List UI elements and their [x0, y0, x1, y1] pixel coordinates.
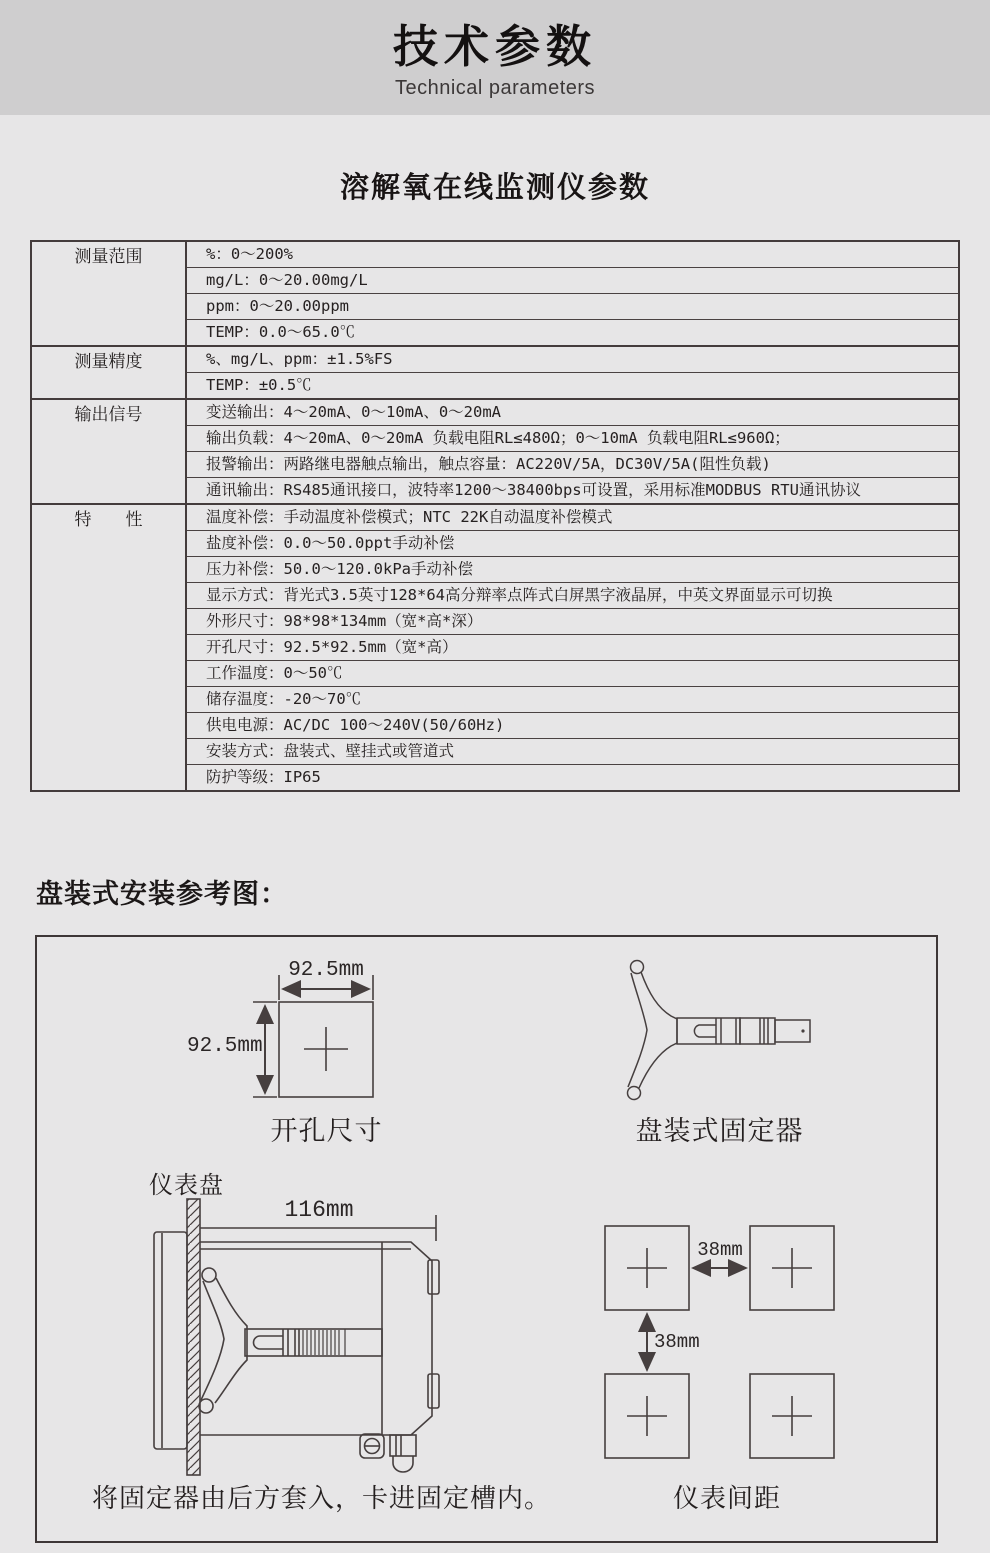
spec-group-measure-range: [32, 242, 958, 345]
section-title: 溶解氧在线监测仪参数: [339, 172, 650, 204]
cutout-caption: 开孔尺寸: [270, 1116, 383, 1146]
panel-fixer-diagram: [628, 961, 811, 1100]
spec-row: 外形尺寸：98*98*134mm（宽*高*深）: [187, 608, 958, 634]
spec-row: 盐度补偿：0.0～50.0ppt手动补偿: [187, 530, 958, 556]
mount-clip-bottom: [428, 1374, 439, 1408]
spec-group-label: 输出信号: [32, 400, 187, 503]
spec-row: 变送输出：4～20mA、0～10mA、0～20mA: [206, 403, 501, 421]
spec-row: 安装方式：盘装式、壁挂式或管道式: [187, 738, 958, 764]
spec-row: TEMP：±0.5℃: [187, 372, 958, 398]
spec-group-output-signal: [32, 398, 958, 503]
cutout-diagram: [253, 975, 373, 1097]
spec-row: 开孔尺寸：92.5*92.5mm（宽*高）: [187, 634, 958, 660]
spec-group-label: 特 性: [32, 505, 187, 790]
spec-row: 报警输出：两路继电器触点输出，触点容量：AC220V/5A，DC30V/5A(阻性负载): [187, 451, 958, 477]
v-spacing-label: 38mm: [654, 1331, 700, 1353]
spec-table: [30, 240, 960, 792]
spec-group-label: 测量精度: [32, 347, 187, 398]
spec-row: TEMP：0.0～65.0℃: [187, 319, 958, 345]
spec-row: 储存温度：-20～70℃: [187, 686, 958, 712]
h-spacing-label: 38mm: [697, 1239, 743, 1261]
spec-row: 供电电源：AC/DC 100～240V(50/60Hz): [187, 712, 958, 738]
fixer-wing-inner: [639, 972, 677, 1088]
page-title: 技术参数: [392, 21, 597, 72]
mount-instruction-caption: 将固定器由后方套入，卡进固定槽内。: [92, 1483, 552, 1513]
spec-row: ppm：0～20.00ppm: [187, 293, 958, 319]
cross-mark-icon: [304, 1027, 348, 1071]
spec-row: 温度补偿：手动温度补偿模式；NTC 22K自动温度补偿模式: [206, 508, 613, 526]
spec-group-accuracy: [32, 345, 958, 398]
spec-row: %：0～200%: [206, 245, 293, 263]
spec-row: 压力补偿：50.0～120.0kPa手动补偿: [187, 556, 958, 582]
spec-row: 显示方式：背光式3.5英寸128*64高分辩率点阵式白屏黑字液晶屏，中英文界面显示可切换: [187, 582, 958, 608]
fixer-top-tip: [631, 961, 644, 974]
page-subtitle: Technical parameters: [394, 77, 596, 99]
mount-clip-top: [428, 1260, 439, 1294]
fixer-caption: 盘装式固定器: [635, 1116, 804, 1146]
spec-group-label: 测量范围: [32, 242, 187, 345]
spec-row: 工作温度：0～50℃: [187, 660, 958, 686]
panel-wall-label: 仪表盘: [149, 1172, 224, 1199]
cutout-width-label: 92.5mm: [288, 959, 364, 982]
spec-row: 输出负载：4～20mA、0～20mA 负载电阻RL≤480Ω；0～10mA 负载电阻RL≤960Ω；: [187, 425, 958, 451]
installation-diagram-art: [37, 937, 936, 1541]
spec-row: 防护等级：IP65: [187, 764, 958, 790]
spec-row: 通讯输出：RS485通讯接口，波特率1200～38400bps可设置，采用标准MODBUS RTU通讯协议: [187, 477, 958, 503]
cable-gland: [390, 1435, 416, 1472]
panel-wall: [187, 1199, 200, 1475]
diagram-heading: 盘装式安装参考图：: [36, 879, 288, 909]
fixer-shaft: [677, 1018, 740, 1044]
header-band: [0, 0, 990, 115]
spec-group-features: [32, 503, 958, 790]
fixer-wing-outer: [628, 973, 647, 1087]
instrument-body: [200, 1242, 432, 1435]
installation-diagram-box: [35, 935, 938, 1543]
spec-row: mg/L：0～20.00mg/L: [187, 267, 958, 293]
cutout-height-label: 92.5mm: [187, 1035, 263, 1058]
front-bezel: [154, 1232, 187, 1449]
side-view-diagram: [154, 1199, 439, 1475]
depth-dimension-label: 116mm: [284, 1197, 354, 1223]
fixer-bottom-tip: [628, 1087, 641, 1100]
spec-row: %、mg/L、ppm：±1.5%FS: [206, 350, 393, 368]
spacing-caption: 仪表间距: [672, 1483, 781, 1513]
